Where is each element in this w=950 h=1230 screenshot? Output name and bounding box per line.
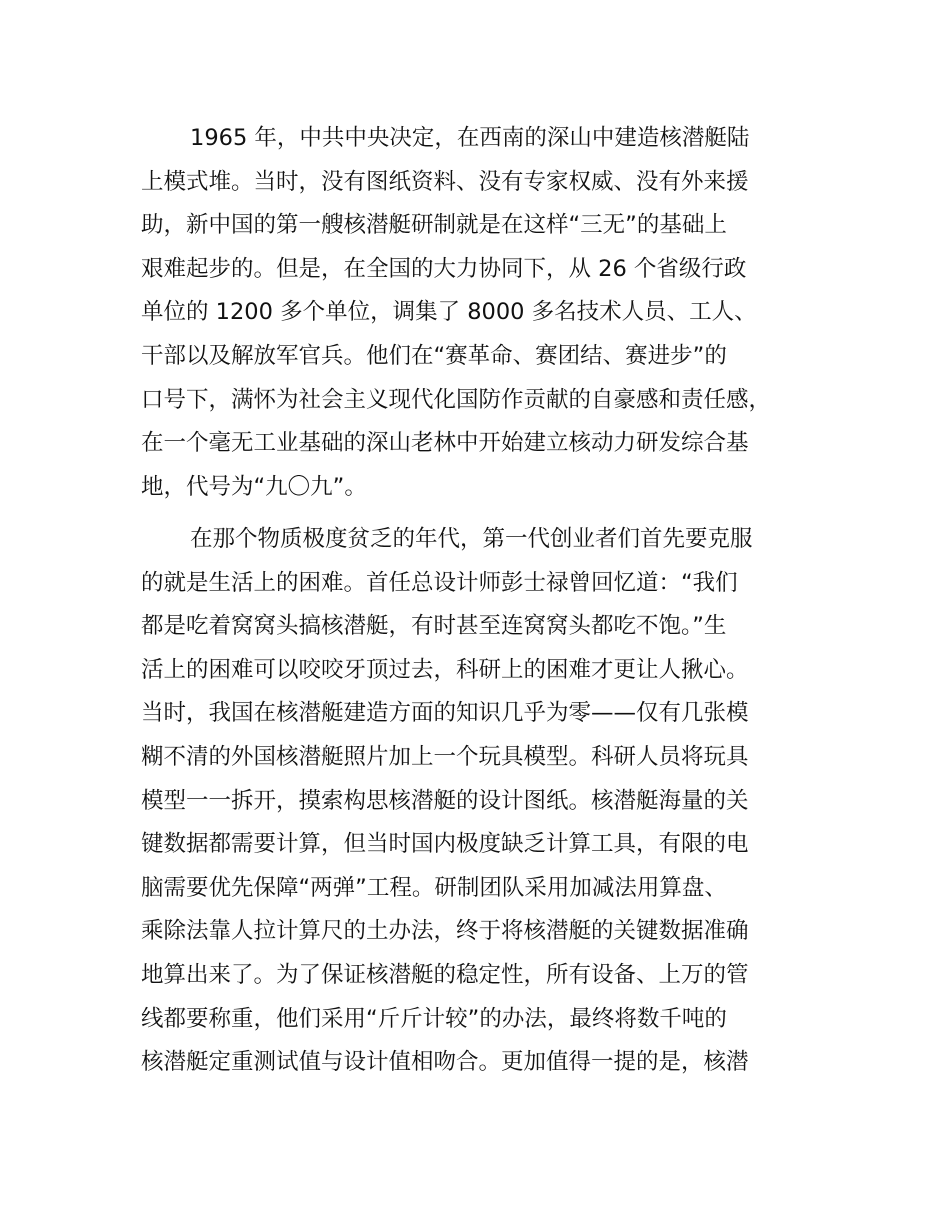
paragraph-line: 脑需要优先保障“两弹”工程。研制团队采用加减法用算盘、: [141, 874, 727, 901]
paragraph-line: 模型一一拆开，摸索构思核潜艇的设计图纸。核潜艇海量的关: [141, 787, 749, 814]
paragraph-line: 艰难起步的。但是，在全国的大力协同下，从 26 个省级行政: [141, 255, 747, 282]
paragraph-line: 上模式堆。当时，没有图纸资料、没有专家权威、没有外来援: [141, 168, 749, 195]
paragraph-line: 干部以及解放军官兵。他们在“赛革命、赛团结、赛进步”的: [141, 342, 727, 369]
paragraph-line: 乘除法靠人拉计算尺的土办法，终于将核潜艇的关键数据准确: [141, 918, 749, 945]
paragraph-line: 在那个物质极度贫乏的年代，第一代创业者们首先要克服: [190, 526, 753, 552]
paragraph-line: 线都要称重，他们采用“斤斤计较”的办法，最终将数千吨的: [141, 1005, 727, 1032]
paragraph-line: 在一个毫无工业基础的深山老林中开始建立核动力研发综合基: [141, 430, 749, 457]
paragraph-line: 1965 年，中共中央决定，在西南的深山中建造核潜艇陆: [190, 125, 750, 151]
paragraph-line: 都是吃着窝窝头搞核潜艇，有时甚至连窝窝头都吃不饱。”生: [141, 613, 727, 640]
paragraph-1: [141, 117, 841, 509]
paragraph-line: 核潜艇定重测试值与设计值相吻合。更加值得一提的是，核潜: [141, 1049, 749, 1076]
paragraph-line: 的就是生活上的困难。首任总设计师彭士禄曾回忆道：“我们: [141, 569, 738, 596]
paragraph-line: 当时，我国在核潜艇建造方面的知识几乎为零——仅有几张模: [141, 700, 749, 727]
paragraph-line: 地，代号为“九〇九”。: [141, 473, 367, 500]
paragraph-2: [141, 518, 841, 1085]
paragraph-line: 活上的困难可以咬咬牙顶过去，科研上的困难才更让人揪心。: [141, 656, 749, 683]
paragraph-line: 键数据都需要计算，但当时国内极度缺乏计算工具，有限的电: [141, 831, 749, 858]
paragraph-line: 单位的 1200 多个单位，调集了 8000 多名技术人员、工人、: [141, 299, 757, 326]
paragraph-line: 地算出来了。为了保证核潜艇的稳定性，所有设备、上万的管: [141, 961, 749, 988]
paragraph-line: 糊不清的外国核潜艇照片加上一个玩具模型。科研人员将玩具: [141, 743, 749, 770]
paragraph-line: 助，新中国的第一艘核潜艇研制就是在这样“三无”的基础上: [141, 212, 727, 239]
paragraph-line: 口号下，满怀为社会主义现代化国防作贡献的自豪感和责任感，: [141, 386, 772, 413]
